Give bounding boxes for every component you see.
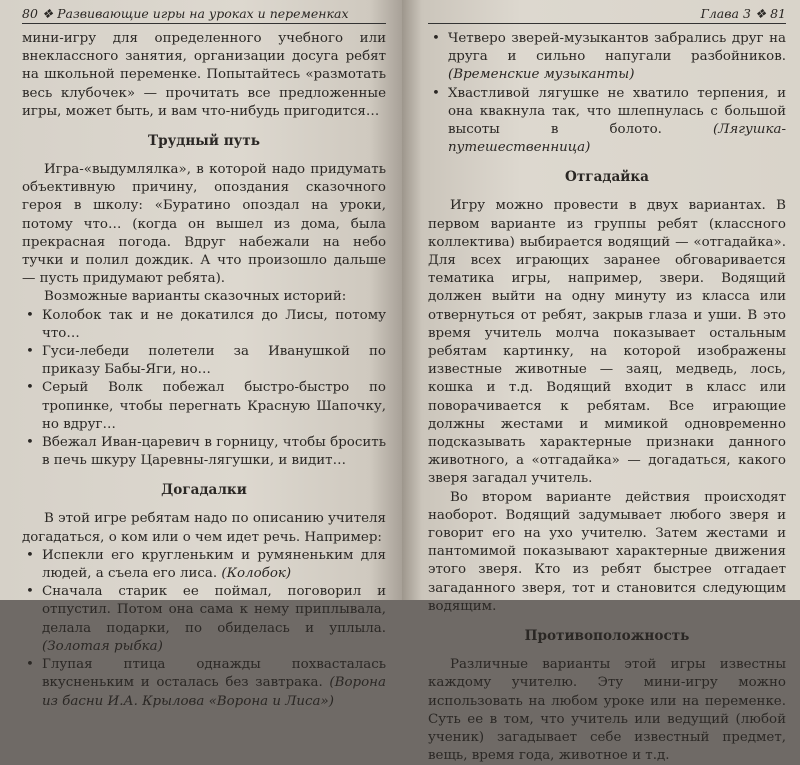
list-item-text: Сначала старик ее поймал, поговорил и отпустил. Потом она сама к нему приплывала, делала подарки, по обиделась и уплыла. [42,584,386,636]
bullet-icon: • [432,31,440,46]
ornament-icon: ❖ [754,6,767,21]
bullet-icon: • [26,435,34,451]
list-item-text: Серый Волк побежал быстро-быстро по тропинке, чтобы перегнать Красную Шапочку, но вдруг… [42,380,386,432]
section-paragraph: В этой игре ребятам надо по описанию учителя догадаться, о ком или о чем идет речь. Например: [22,511,386,545]
left-page-number: 80 [22,6,38,21]
bullet-icon: • [26,547,34,563]
bullet-icon: • [26,344,34,360]
list-item [26,547,386,583]
bullet-icon: • [432,85,440,101]
right-page [402,0,800,764]
ornament-icon: ❖ [41,6,54,21]
list-item [26,379,386,434]
section-paragraph: Различные варианты этой игры известны каждому учителю. Эту мини-игру можно использовать на любом уроке или на переменке. Суть ее в том, что учитель или ведущий (любой ученик) загадывает себе известный предмет, вещь, время года, животное и т.д. [428,657,786,764]
bullet-icon: • [26,657,34,673]
variants-list [22,307,386,471]
list-item-text: Гуси-лебеди полетели за Иванушкой по приказу Бабы-Яги, но… [42,344,386,378]
answer-source: (Золотая рыбка) [42,638,163,654]
list-item [432,85,786,158]
riddles-list-continued [428,30,786,157]
section-paragraph: Игра-«выдумлялка», в которой надо придумать объективную причину, опоздания сказочного героя в школу: «Буратино опоздал на уроки, потому что… (когда он вышел из дома, была прекрасная погода. Вдруг набежали на небо тучки и полил дождик. А что произошло дальше — пусть придумают ребята). [22,162,386,287]
list-item [26,656,386,711]
list-item [26,343,386,379]
bullet-icon: • [26,307,34,323]
list-item [432,30,786,85]
answer-source: (Колобок) [221,566,292,582]
list-item [26,307,386,343]
list-item-text: Хвастливой лягушке не хватило терпения, и она квакнула так, что шлепнулась с большой высоты в болото. [448,85,786,138]
left-page-header [22,6,386,24]
list-item-text: Испекли его кругленьким и румяненьким для людей, а съела его лиса. [42,547,386,582]
section-heading-trudny-put: Трудный путь [147,133,261,150]
list-item [26,583,386,656]
answer-source: (Лягушка-путешественница) [448,122,786,156]
section-paragraph: Во втором варианте действия происходят наоборот. Водящий задумывает любого зверя и говорит его на ухо учителю. Затем жестами и пантомимой показывают характерные движения этого зверя. Кто из ребят быстрее отгадает загаданного зверя, тот и становится следующим водящим. [428,489,786,614]
right-page-number: 81 [770,6,786,21]
running-title: Развивающие игры на уроках и переменках [57,6,349,21]
section-heading-protivopolozhnost: Противоположность [524,628,690,645]
section-heading-dogadalki: Догадалки [161,482,247,499]
left-page [0,0,402,709]
list-item [26,434,386,470]
answer-source: (Ворона из басни И.А. Крылова «Ворона и Лиса») [42,675,386,709]
riddles-list [22,547,386,711]
bullet-icon: • [26,380,34,396]
right-page-header [428,6,786,24]
list-item-text: Вбежал Иван-царевич в горницу, чтобы бросить в печь шкуру Царевны-лягушки, и видит… [42,435,386,469]
bullet-icon: • [26,584,34,600]
list-item-text: Четверо зверей-музыкантов забрались друг на друга и сильно напугали разбойников. [448,31,786,65]
answer-source: (Временские музыканты) [448,67,635,83]
section-heading-otgadaika: Отгадайка [565,169,649,186]
variants-intro: Возможные варианты сказочных историй: [44,289,347,305]
list-item-text: Глупая птица однажды похвасталась вкусненьким и осталась без завтрака. [42,657,386,691]
chapter-label: Глава 3 [700,6,751,21]
list-item-text: Колобок так и не докатился до Лисы, потому что… [42,307,386,341]
section-paragraph: Игру можно провести в двух вариантах. В первом варианте из группы ребят (классного коллектива) выбирается водящий — «отгадайка». Для всех играющих заранее обговаривается тематика игры, например, звери. Водящий должен выйти на одну минуту из класса или отвернуться от ребят, закрыв глаза и уши. В это время учитель молча показывает остальным ребятам картинку, на которой изображены известные животные — заяц, медведь, лось, кошка и т.д. Водящий входит в класс или поворачивается к ребятам. Все играющие должны жестами и мимикой одновременно подсказывать характерные признаки данного животного, а «отгадайка» — догадаться, какого зверя загадал учитель. [428,198,786,487]
intro-text: мини-игру для определенного учебного или внеклассного занятия, организации досуга ребят на школьной переменке. Попытайтесь «размотать весь клубочек» — прочитать все предложенные игры, может быть, и вам что-нибудь пригодится… [22,31,386,119]
